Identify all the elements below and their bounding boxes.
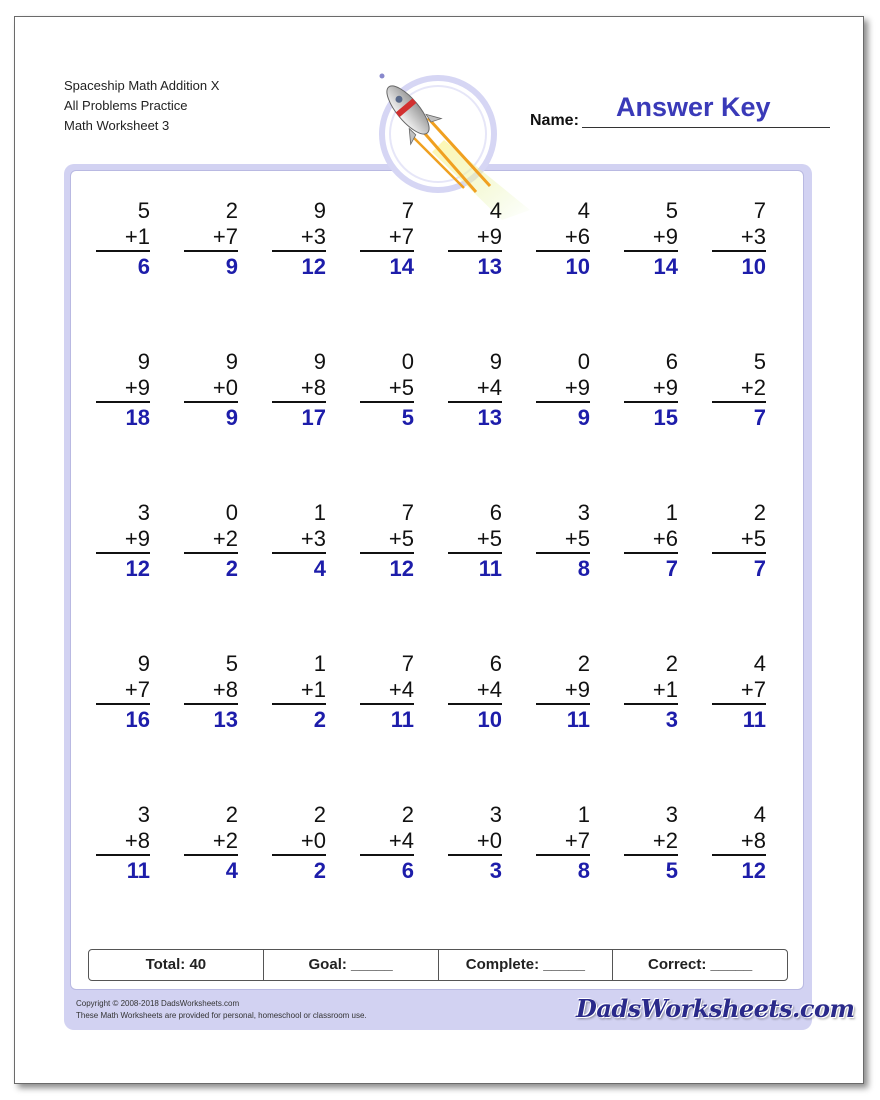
- addend-bottom: +7: [212, 224, 238, 249]
- sum-line: [184, 703, 238, 705]
- addend-top: 4: [753, 651, 766, 676]
- addend-bottom: +1: [300, 677, 326, 702]
- answer: 16: [125, 707, 150, 732]
- addition-problem: [360, 198, 414, 288]
- addend-bottom: +9: [124, 526, 150, 551]
- answer: 12: [389, 556, 414, 581]
- sum-line: [624, 854, 678, 856]
- answer: 12: [301, 254, 326, 279]
- sum-line: [96, 854, 150, 856]
- addend-bottom: +7: [740, 677, 766, 702]
- addend-top: 9: [137, 651, 150, 676]
- worksheet-title: Spaceship Math Addition X: [64, 78, 220, 93]
- score-bar: [88, 949, 788, 981]
- addition-problem: [184, 651, 238, 741]
- sum-line: [360, 703, 414, 705]
- addend-bottom: +8: [300, 375, 326, 400]
- name-underline: [582, 127, 830, 128]
- answer: 5: [665, 858, 678, 883]
- addition-problem: [360, 500, 414, 590]
- answer: 2: [225, 556, 238, 581]
- addend-top: 6: [489, 651, 502, 676]
- addend-bottom: +4: [388, 677, 414, 702]
- addend-top: 9: [225, 349, 238, 374]
- addend-top: 2: [313, 802, 326, 827]
- answer: 8: [577, 858, 590, 883]
- sum-line: [624, 401, 678, 403]
- addend-top: 5: [665, 198, 678, 223]
- addend-top: 2: [225, 802, 238, 827]
- answer: 5: [401, 405, 414, 430]
- answer: 11: [126, 858, 150, 883]
- addend-top: 3: [137, 500, 150, 525]
- addition-problem: [448, 651, 502, 741]
- answer: 7: [753, 405, 766, 430]
- addend-top: 5: [225, 651, 238, 676]
- addend-top: 3: [577, 500, 590, 525]
- sum-line: [272, 552, 326, 554]
- answer: 9: [225, 405, 238, 430]
- problem-row: [80, 802, 796, 892]
- sum-line: [536, 552, 590, 554]
- sum-line: [360, 401, 414, 403]
- answer: 13: [477, 405, 502, 430]
- sum-line: [536, 703, 590, 705]
- sum-line: [624, 552, 678, 554]
- addition-problem: [272, 802, 326, 892]
- answer: 6: [401, 858, 414, 883]
- addend-top: 2: [577, 651, 590, 676]
- addition-problem: [536, 198, 590, 288]
- worksheet-header: [64, 76, 219, 136]
- addend-bottom: +9: [564, 375, 590, 400]
- sum-line: [272, 401, 326, 403]
- sum-line: [272, 854, 326, 856]
- answer: 14: [389, 254, 414, 279]
- sum-line: [184, 854, 238, 856]
- addend-top: 2: [225, 198, 238, 223]
- addition-problem: [712, 500, 766, 590]
- addend-top: 5: [753, 349, 766, 374]
- addition-problem: [272, 349, 326, 439]
- answer: 17: [301, 405, 326, 430]
- addend-top: 1: [313, 500, 326, 525]
- addend-bottom: +8: [740, 828, 766, 853]
- sum-line: [360, 552, 414, 554]
- sum-line: [184, 552, 238, 554]
- addend-bottom: +7: [124, 677, 150, 702]
- sum-line: [536, 250, 590, 252]
- addition-problem: [624, 802, 678, 892]
- addition-problem: [712, 651, 766, 741]
- answer: 7: [753, 556, 766, 581]
- copyright-text: Copyright © 2008-2018 DadsWorksheets.com: [76, 999, 240, 1008]
- addend-bottom: +9: [564, 677, 590, 702]
- goal-cell: Goal: _____: [264, 950, 439, 980]
- addition-problem: [712, 198, 766, 288]
- sum-line: [96, 703, 150, 705]
- sum-line: [536, 854, 590, 856]
- answer: 3: [489, 858, 502, 883]
- answer: 4: [225, 858, 238, 883]
- problem-row: [80, 500, 796, 590]
- sum-line: [448, 401, 502, 403]
- addend-top: 2: [665, 651, 678, 676]
- addition-problem: [712, 802, 766, 892]
- addend-top: 1: [577, 802, 590, 827]
- addition-problem: [712, 349, 766, 439]
- answer: 11: [390, 707, 414, 732]
- answer-key-text: Answer Key: [616, 92, 771, 122]
- addend-bottom: +5: [388, 375, 414, 400]
- complete-cell: Complete: _____: [439, 950, 614, 980]
- name-field: [530, 90, 832, 130]
- addend-top: 7: [401, 500, 414, 525]
- answer: 9: [225, 254, 238, 279]
- addend-bottom: +9: [652, 375, 678, 400]
- sum-line: [712, 401, 766, 403]
- answer: 15: [653, 405, 678, 430]
- addition-problem: [272, 651, 326, 741]
- sum-line: [536, 401, 590, 403]
- addend-bottom: +0: [212, 375, 238, 400]
- addition-problem: [448, 349, 502, 439]
- addend-top: 0: [577, 349, 590, 374]
- sum-line: [96, 401, 150, 403]
- addend-top: 9: [313, 349, 326, 374]
- sum-line: [96, 250, 150, 252]
- addend-top: 3: [489, 802, 502, 827]
- sum-line: [272, 703, 326, 705]
- addend-top: 0: [401, 349, 414, 374]
- sum-line: [448, 854, 502, 856]
- addend-top: 4: [489, 198, 502, 223]
- addition-problem: [536, 802, 590, 892]
- correct-cell: Correct: _____: [648, 956, 753, 973]
- total-cell: Total: 40: [89, 950, 264, 980]
- sum-line: [624, 703, 678, 705]
- answer: 4: [313, 556, 326, 581]
- addend-top: 6: [489, 500, 502, 525]
- addend-top: 9: [137, 349, 150, 374]
- worksheet-subtitle: All Problems Practice: [64, 98, 188, 113]
- sum-line: [184, 401, 238, 403]
- addend-top: 4: [753, 802, 766, 827]
- addition-problem: [624, 349, 678, 439]
- addend-top: 1: [313, 651, 326, 676]
- addition-problem: [96, 500, 150, 590]
- addition-problem: [184, 500, 238, 590]
- sum-line: [712, 250, 766, 252]
- addend-top: 7: [753, 198, 766, 223]
- addition-problem: [624, 198, 678, 288]
- addend-bottom: +6: [652, 526, 678, 551]
- answer: 11: [742, 707, 766, 732]
- addition-problem: [184, 198, 238, 288]
- answer: 10: [741, 254, 766, 279]
- sum-line: [184, 250, 238, 252]
- addend-top: 2: [753, 500, 766, 525]
- addition-problem: [272, 198, 326, 288]
- addition-problem: [96, 651, 150, 741]
- problem-row: [80, 651, 796, 741]
- addition-problem: [96, 349, 150, 439]
- answer: 7: [665, 556, 678, 581]
- addend-bottom: +5: [388, 526, 414, 551]
- addition-problem: [536, 500, 590, 590]
- sum-line: [360, 854, 414, 856]
- addition-problem: [184, 802, 238, 892]
- answer: 14: [653, 254, 678, 279]
- sum-line: [712, 703, 766, 705]
- sum-line: [624, 250, 678, 252]
- sum-line: [272, 250, 326, 252]
- addend-top: 4: [577, 198, 590, 223]
- addition-problem: [536, 349, 590, 439]
- addition-problem: [448, 500, 502, 590]
- addition-problem: [624, 500, 678, 590]
- answer: 2: [313, 858, 326, 883]
- addend-bottom: +6: [564, 224, 590, 249]
- addend-top: 3: [665, 802, 678, 827]
- addend-bottom: +3: [300, 224, 326, 249]
- addend-bottom: +4: [476, 375, 502, 400]
- addend-bottom: +8: [212, 677, 238, 702]
- addend-top: 1: [665, 500, 678, 525]
- addition-problem: [448, 802, 502, 892]
- addition-problem: [184, 349, 238, 439]
- site-logo: DadsWorksheets.com: [576, 994, 855, 1023]
- sum-line: [712, 854, 766, 856]
- addend-bottom: +5: [476, 526, 502, 551]
- addend-top: 7: [401, 651, 414, 676]
- answer: 10: [565, 254, 590, 279]
- answer: 3: [665, 707, 678, 732]
- answer: 11: [478, 556, 502, 581]
- addend-top: 7: [401, 198, 414, 223]
- addend-bottom: +0: [476, 828, 502, 853]
- addition-problem: [360, 651, 414, 741]
- sum-line: [96, 552, 150, 554]
- addend-bottom: +2: [212, 828, 238, 853]
- addition-problem: [536, 651, 590, 741]
- addend-bottom: +1: [652, 677, 678, 702]
- addend-top: 3: [137, 802, 150, 827]
- answer: 6: [137, 254, 150, 279]
- answer: 13: [477, 254, 502, 279]
- footer-text: [76, 998, 367, 1022]
- addend-top: 5: [137, 198, 150, 223]
- addend-bottom: +3: [300, 526, 326, 551]
- addend-bottom: +5: [740, 526, 766, 551]
- addition-problem: [360, 802, 414, 892]
- addend-top: 9: [489, 349, 502, 374]
- answer: 11: [566, 707, 590, 732]
- addend-bottom: +4: [476, 677, 502, 702]
- answer: 18: [125, 405, 150, 430]
- addend-bottom: +9: [652, 224, 678, 249]
- addend-bottom: +2: [212, 526, 238, 551]
- problem-frame: [64, 164, 812, 1030]
- addend-bottom: +9: [476, 224, 502, 249]
- addition-problem: [96, 198, 150, 288]
- answer: 10: [477, 707, 502, 732]
- sum-line: [448, 552, 502, 554]
- sum-line: [448, 703, 502, 705]
- worksheet-number: Math Worksheet 3: [64, 118, 170, 133]
- addend-bottom: +7: [564, 828, 590, 853]
- answer: 2: [313, 707, 326, 732]
- addend-bottom: +7: [388, 224, 414, 249]
- addend-top: 6: [665, 349, 678, 374]
- addition-problem: [96, 802, 150, 892]
- answer: 8: [577, 556, 590, 581]
- answer: 13: [213, 707, 238, 732]
- problem-row: [80, 198, 796, 288]
- addend-top: 9: [313, 198, 326, 223]
- addend-bottom: +2: [740, 375, 766, 400]
- name-label: Name:: [530, 112, 579, 129]
- addend-bottom: +4: [388, 828, 414, 853]
- answer: 12: [741, 858, 766, 883]
- addition-problem: [360, 349, 414, 439]
- sum-line: [448, 250, 502, 252]
- sum-line: [712, 552, 766, 554]
- addend-bottom: +3: [740, 224, 766, 249]
- usage-notice: These Math Worksheets are provided for personal, homeschool or classroom use.: [76, 1011, 367, 1020]
- addend-top: 2: [401, 802, 414, 827]
- addend-bottom: +0: [300, 828, 326, 853]
- addend-bottom: +5: [564, 526, 590, 551]
- addend-bottom: +9: [124, 375, 150, 400]
- problem-row: [80, 349, 796, 439]
- addition-problem: [272, 500, 326, 590]
- addition-problem: [624, 651, 678, 741]
- addition-problem: [448, 198, 502, 288]
- addend-bottom: +1: [124, 224, 150, 249]
- addend-bottom: +2: [652, 828, 678, 853]
- sum-line: [360, 250, 414, 252]
- addend-bottom: +8: [124, 828, 150, 853]
- answer: 9: [577, 405, 590, 430]
- addend-top: 0: [225, 500, 238, 525]
- answer: 12: [125, 556, 150, 581]
